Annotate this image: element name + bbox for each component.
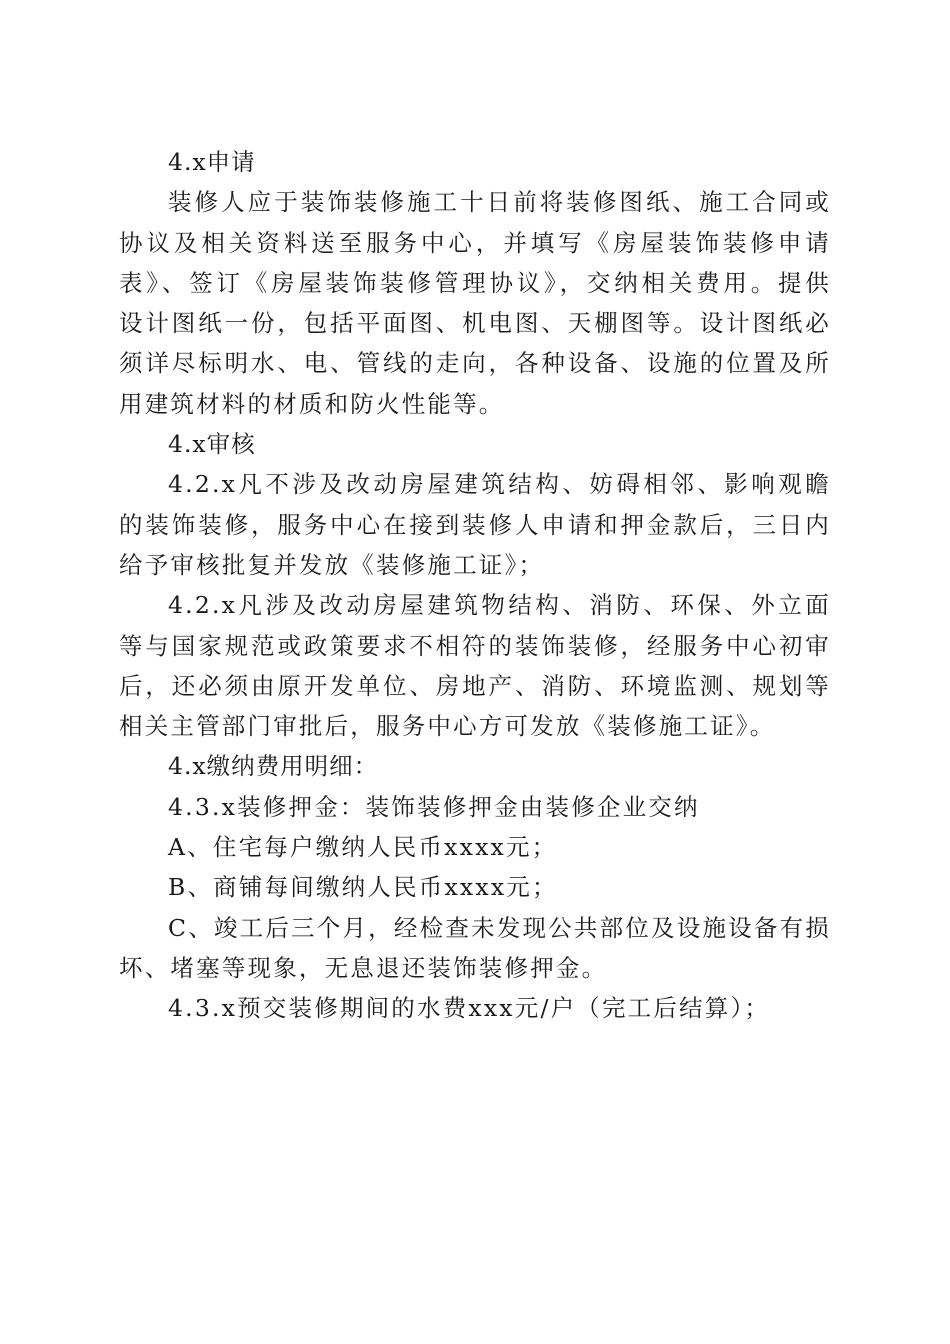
document-body	[119, 142, 831, 1029]
text-line: 后，还必须由原开发单位、房地产、消防、环境监测、规划等	[119, 671, 831, 700]
section-heading-application: 4.x申请	[168, 148, 256, 176]
text-line: 相关主管部门审批后，服务中心方可发放《装修施工证》。	[119, 712, 776, 741]
text-line: 4.2.x凡涉及改动房屋建筑物结构、消防、环保、外立面	[168, 591, 831, 620]
fee-item-refund	[119, 908, 831, 989]
fee-item-deposit: 4.3.x装修押金：装饰装修押金由装修企业交纳	[168, 792, 700, 821]
text-line: 给予审核批复并发放《装修施工证》；	[119, 550, 545, 579]
text-line: 等与国家规范或政策要求不相符的装饰装修，经服务中心初审	[119, 631, 831, 660]
text-line: 用建筑材料的材质和防火性能等。	[119, 389, 505, 418]
text-line: 协议及相关资料送至服务中心，并填写《房屋装饰装修申请	[119, 228, 831, 257]
text-line: 表》、签订《房屋装饰装修管理协议》，交纳相关费用。提供	[119, 268, 831, 297]
text-line: 4.2.x凡不涉及改动房屋建筑结构、妨碍相邻、影响观瞻	[168, 470, 831, 499]
text-line: 的装饰装修，服务中心在接到装修人申请和押金款后，三日内	[119, 510, 831, 539]
section-heading-fees: 4.x缴纳费用明细：	[168, 752, 379, 781]
fee-item-water: 4.3.x预交装修期间的水费xxx元/户（完工后结算）；	[168, 994, 771, 1023]
text-line: 坏、堵塞等现象，无息退还装饰装修押金。	[119, 953, 608, 982]
section-heading-review: 4.x审核	[168, 430, 256, 459]
fee-item-commercial: B、商铺每间缴纳人民币xxxx元；	[168, 873, 558, 902]
text-line: 装修人应于装饰装修施工十日前将装修图纸、施工合同或	[168, 188, 831, 217]
text-line: 设计图纸一份，包括平面图、机电图、天棚图等。设计图纸必	[119, 309, 831, 338]
paragraph-application	[119, 182, 831, 424]
paragraph-review-2	[119, 585, 831, 746]
text-line: C、竣工后三个月，经检查未发现公共部位及设施设备有损	[168, 913, 831, 942]
fee-item-residential: A、住宅每户缴纳人民币xxxx元；	[168, 833, 558, 862]
paragraph-review-1	[119, 464, 831, 585]
text-line: 须详尽标明水、电、管线的走向，各种设备、设施的位置及所	[119, 349, 831, 378]
